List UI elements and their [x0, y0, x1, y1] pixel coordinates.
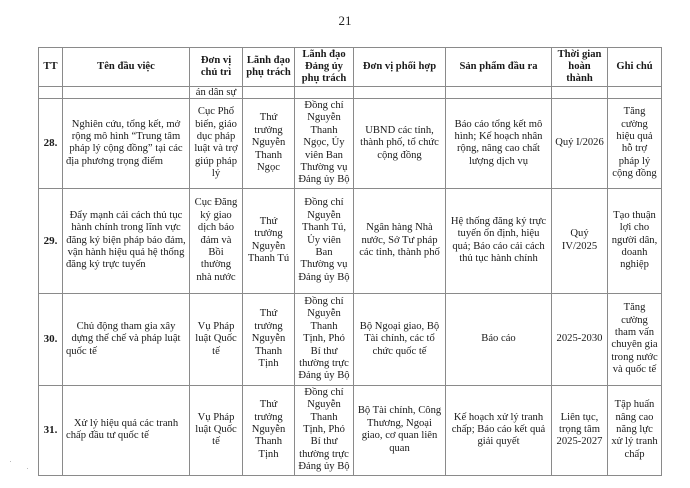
- table-row: [39, 188, 662, 293]
- header-lead-unit: Đơn vị chủ trì: [190, 48, 243, 87]
- cell-party-leader: [295, 87, 354, 99]
- cell-leader: [243, 87, 295, 99]
- cell-deadline: Liên tục, trọng tâm 2025-2027: [552, 385, 608, 475]
- header-tt: TT: [39, 48, 63, 87]
- cell-output: [446, 87, 552, 99]
- header-coop-unit: Đơn vị phối hợp: [354, 48, 446, 87]
- cell-tt: 29.: [39, 188, 63, 293]
- cell-task: Chủ động tham gia xây dựng thể chế và pháp luật quốc tế: [63, 293, 190, 385]
- cell-output: Báo cáo tổng kết mô hình; Kế hoạch nhân rộng, nâng cao chất lượng dịch vụ: [446, 99, 552, 189]
- cell-output: Báo cáo: [446, 293, 552, 385]
- scan-speck: [10, 461, 11, 462]
- table-header-row: [39, 48, 662, 87]
- table-row-continuation: [39, 87, 662, 99]
- cell-output: Hệ thống đăng ký trực tuyến ổn định, hiệu quả; Báo cáo cải cách thủ tục hành chính: [446, 188, 552, 293]
- cell-tt: 28.: [39, 99, 63, 189]
- cell-note: [608, 87, 662, 99]
- cell-lead-unit: Cục Đăng ký giao dịch bảo đảm và Bồi thường nhà nước: [190, 188, 243, 293]
- cell-task: [63, 87, 190, 99]
- cell-note: Tạo thuận lợi cho người dân, doanh nghiệp: [608, 188, 662, 293]
- cell-coop-unit: Ngân hàng Nhà nước, Sở Tư pháp các tỉnh, thành phố: [354, 188, 446, 293]
- cell-output: Kế hoạch xử lý tranh chấp; Báo cáo kết quả giải quyết: [446, 385, 552, 475]
- cell-deadline: Quý I/2026: [552, 99, 608, 189]
- header-leader: Lãnh đạo phụ trách: [243, 48, 295, 87]
- table-row: [39, 293, 662, 385]
- cell-lead-unit: án dân sự: [190, 87, 243, 99]
- cell-party-leader: Đồng chí Nguyễn Thanh Tịnh, Phó Bí thư thường trực Đảng ủy Bộ: [295, 293, 354, 385]
- cell-task: Nghiên cứu, tổng kết, mở rộng mô hình “Trung tâm pháp lý cộng đồng” tại các địa phương trọng điểm: [63, 99, 190, 189]
- header-deadline: Thời gian hoàn thành: [552, 48, 608, 87]
- cell-coop-unit: [354, 87, 446, 99]
- cell-coop-unit: Bộ Ngoại giao, Bộ Tài chính, các tổ chức quốc tế: [354, 293, 446, 385]
- cell-deadline: Quý IV/2025: [552, 188, 608, 293]
- cell-deadline: 2025-2030: [552, 293, 608, 385]
- cell-leader: Thứ trưởng Nguyễn Thanh Tú: [243, 188, 295, 293]
- header-output: Sản phẩm đầu ra: [446, 48, 552, 87]
- cell-party-leader: Đồng chí Nguyễn Thanh Tịnh, Phó Bí thư thường trực Đảng ủy Bộ: [295, 385, 354, 475]
- cell-leader: Thứ trưởng Nguyễn Thanh Ngọc: [243, 99, 295, 189]
- task-table: [38, 47, 662, 476]
- cell-tt: 31.: [39, 385, 63, 475]
- cell-note: Tăng cường tham vấn chuyên gia trong nước và quốc tế: [608, 293, 662, 385]
- cell-lead-unit: Vụ Pháp luật Quốc tế: [190, 385, 243, 475]
- page-number: 21: [338, 13, 352, 28]
- header-party-leader: Lãnh đạo Đảng ủy phụ trách: [295, 48, 354, 87]
- cell-leader: Thứ trưởng Nguyễn Thanh Tịnh: [243, 385, 295, 475]
- header-note: Ghi chú: [608, 48, 662, 87]
- cell-deadline: [552, 87, 608, 99]
- header-task: Tên đầu việc: [63, 48, 190, 87]
- cell-lead-unit: Cục Phổ biến, giáo dục pháp luật và trợ giúp pháp lý: [190, 99, 243, 189]
- cell-task: Xử lý hiệu quả các tranh chấp đầu tư quốc tế: [63, 385, 190, 475]
- cell-leader: Thứ trưởng Nguyễn Thanh Tịnh: [243, 293, 295, 385]
- table-row: [39, 385, 662, 475]
- scan-speck: [27, 468, 28, 469]
- cell-tt: [39, 87, 63, 99]
- cell-party-leader: Đồng chí Nguyễn Thanh Tú, Ủy viên Ban Thường vụ Đảng ủy Bộ: [295, 188, 354, 293]
- cell-coop-unit: Bộ Tài chính, Công Thương, Ngoại giao, cơ quan liên quan: [354, 385, 446, 475]
- cell-note: Tập huấn nâng cao năng lực xử lý tranh chấp: [608, 385, 662, 475]
- cell-party-leader: Đồng chí Nguyễn Thanh Ngọc, Ủy viên Ban Thường vụ Đảng ủy Bộ: [295, 99, 354, 189]
- cell-note: Tăng cường hiệu quả hỗ trợ pháp lý cộng đồng: [608, 99, 662, 189]
- cell-lead-unit: Vụ Pháp luật Quốc tế: [190, 293, 243, 385]
- cell-task: Đẩy mạnh cải cách thủ tục hành chính trong lĩnh vực đăng ký biện pháp bảo đảm, vận hành hiệu quả hệ thống đăng ký trực tuyến: [63, 188, 190, 293]
- table-row: [39, 99, 662, 189]
- cell-tt: 30.: [39, 293, 63, 385]
- cell-coop-unit: UBND các tỉnh, thành phố, tổ chức cộng đồng: [354, 99, 446, 189]
